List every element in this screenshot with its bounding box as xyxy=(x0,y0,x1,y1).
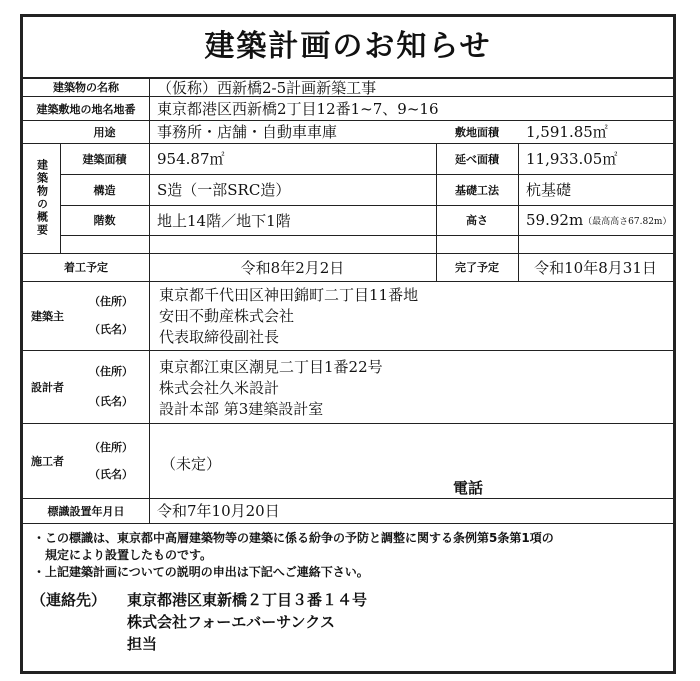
use-label: 用途 xyxy=(93,125,116,139)
structure-label: 構造 xyxy=(93,183,116,197)
notice-board xyxy=(20,14,676,674)
contact-person-label: 担当 xyxy=(127,635,158,653)
height-note: （最高高さ67.82m） xyxy=(583,216,672,227)
designer-name-label: （氏名） xyxy=(89,395,133,408)
contractor-value: （未定） xyxy=(161,455,222,473)
site-address-label: 建築敷地の地名地番 xyxy=(36,102,136,116)
designer-company: 株式会社久米設計 xyxy=(159,379,280,397)
designer-address: 東京都江東区潮見二丁目1番22号 xyxy=(159,358,383,376)
contact-address: 東京都港区東新橋２丁目３番１４号 xyxy=(127,591,368,609)
site-area-label: 敷地面積 xyxy=(455,125,499,139)
sign-date-value: 令和7年10月20日 xyxy=(157,502,280,520)
contact-company: 株式会社フォーエバーサンクス xyxy=(127,613,336,631)
divider xyxy=(23,281,673,282)
owner-address-label: （住所） xyxy=(89,295,133,308)
owner-name-label: （氏名） xyxy=(89,323,133,336)
contact-label: （連絡先） xyxy=(31,591,107,609)
start-label: 着工予定 xyxy=(64,261,108,274)
end-value: 令和10年8月31日 xyxy=(534,258,657,277)
note-line-3: ・上記建築計画についての説明の申出は下記へご連絡下さい。 xyxy=(33,565,369,579)
foundation-label: 基礎工法 xyxy=(455,183,499,197)
floors-value: 地上14階／地下1階 xyxy=(157,211,291,230)
start-value: 令和8年2月2日 xyxy=(240,258,345,277)
height-value: 59.92m xyxy=(526,211,584,229)
building-name-label: 建築物の名称 xyxy=(53,81,119,94)
notice-title: 建築計画のお知らせ xyxy=(23,17,673,79)
designer-details xyxy=(149,357,673,423)
contractor-address-label: （住所） xyxy=(89,441,133,454)
foundation-value: 杭基礎 xyxy=(526,181,572,199)
overview-label: 建築物の概要 xyxy=(35,159,49,237)
sign-date-label: 標識設置年月日 xyxy=(47,504,125,518)
overview-label-cell xyxy=(23,143,60,253)
note-line-2: 規定により設置したものです。 xyxy=(33,548,213,562)
total-floor-area-label: 延べ面積 xyxy=(455,152,499,166)
total-floor-area-value: 11,933.05㎡ xyxy=(526,150,618,168)
divider xyxy=(23,423,673,424)
height-label: 高さ xyxy=(466,214,488,227)
floors-label: 階数 xyxy=(93,214,116,227)
building-area-value: 954.87㎡ xyxy=(157,150,225,168)
building-area-label: 建築面積 xyxy=(82,152,127,166)
designer-address-label: （住所） xyxy=(89,365,133,378)
owner-address: 東京都千代田区神田錦町二丁目11番地 xyxy=(159,286,419,304)
note-line-1: ・この標識は、東京都中高層建築物等の建築に係る紛争の予防と調整に関する条例第5条第1項の xyxy=(33,531,554,545)
owner-company: 安田不動産株式会社 xyxy=(159,307,295,325)
divider xyxy=(23,523,673,524)
designer-department: 設計本部 第3建築設計室 xyxy=(159,400,324,418)
structure-value: S造（一部SRC造） xyxy=(157,181,291,199)
building-name-value: （仮称）西新橋2-5計画新築工事 xyxy=(157,78,377,97)
designer-label: 設計者 xyxy=(31,380,64,394)
end-label: 完了予定 xyxy=(455,261,499,274)
site-area-value: 1,591.85㎡ xyxy=(526,123,608,141)
divider xyxy=(60,235,673,236)
owner-details xyxy=(149,285,673,351)
contractor-phone-label: 電話 xyxy=(453,479,484,497)
height-cell xyxy=(518,205,673,235)
contractor-label: 施工者 xyxy=(31,454,64,468)
owner-title: 代表取締役副社長 xyxy=(159,328,280,346)
owner-label: 建築主 xyxy=(31,309,64,323)
site-address-value: 東京都港区西新橋2丁目12番1~7、9~16 xyxy=(157,100,439,118)
contractor-name-label: （氏名） xyxy=(89,468,133,481)
use-value: 事務所・店舗・自動車車庫 xyxy=(157,123,338,141)
